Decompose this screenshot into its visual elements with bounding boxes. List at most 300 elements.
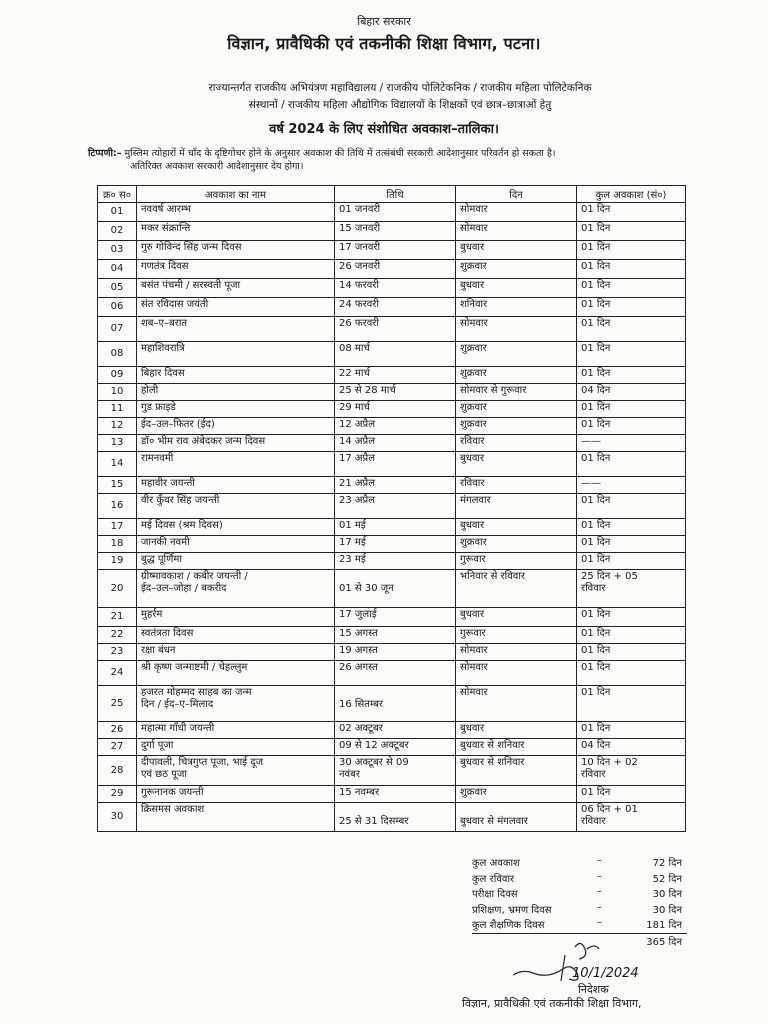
cell-name (137, 384, 335, 401)
cell-total (577, 203, 686, 222)
cell-date-text: 15 अगस्त (339, 628, 378, 639)
cell-total-text: 01 दिन (581, 609, 611, 620)
col-header-name: अवकाश का नाम (137, 186, 335, 203)
cell-date (335, 342, 456, 367)
cell-day (456, 222, 577, 241)
summary-row (472, 917, 687, 934)
col-header-sn: क्र० स० (98, 186, 137, 203)
cell-date (335, 384, 456, 401)
cell-total-text: 01 दिन (581, 261, 611, 272)
cell-sn-text: 22 (110, 629, 124, 640)
cell-date-text: 15 जनवरी (339, 223, 381, 234)
designation: निदेशक (578, 983, 609, 996)
summary-dash: – (597, 917, 602, 928)
note-line-1: मुस्लिम त्योहारों में चाँद के दृष्टिगोचर होने के अनुसार अवकाश की तिथि में तत्संबंधी सरकारी आदेशानुसार परिवर्तन हो सकता है। (124, 148, 556, 159)
grand-total-value: 365 दिन (646, 936, 682, 948)
cell-name (137, 203, 335, 222)
cell-total (577, 803, 686, 832)
table-row (98, 686, 686, 722)
cell-date-text: 01 से 30 जून (339, 583, 394, 594)
cell-sn (98, 401, 137, 418)
cell-sn-text: 05 (110, 282, 124, 293)
cell-total (577, 686, 686, 722)
cell-name (137, 786, 335, 803)
cell-date-text: 14 फरवरी (339, 280, 379, 291)
cell-total-text: 01 दिन (581, 204, 611, 215)
table-row (98, 452, 686, 477)
cell-date (335, 298, 456, 317)
cell-sn (98, 477, 137, 494)
cell-date (335, 570, 456, 608)
cell-name-text: संत रविदास जयंती (141, 299, 209, 310)
cell-total (577, 367, 686, 384)
cell-total (577, 608, 686, 627)
cell-total (577, 519, 686, 536)
cell-day-text: सोमवार (460, 662, 488, 673)
cell-sn-text: 28 (110, 764, 124, 776)
cell-total-text: 06 दिन + 01 रविवार (581, 804, 638, 827)
cell-date-text: 02 अक्टूबर (339, 723, 383, 734)
cell-day-text: बुधवार (460, 723, 485, 734)
cell-date-text: 15 नवम्बर (339, 787, 380, 798)
cell-sn-text: 21 (110, 611, 124, 622)
cell-total-text: 01 दिन (581, 787, 611, 798)
cell-name (137, 222, 335, 241)
cell-day (456, 519, 577, 536)
summary-label: कुल शैक्षणिक दिवस (472, 920, 545, 931)
cell-day-text: शुक्रवार (460, 537, 487, 548)
cell-day (456, 722, 577, 739)
table-row (98, 644, 686, 661)
cell-name-text: गुड फ्राइडे (141, 402, 176, 413)
cell-name-text: शब–ए–बरात (141, 318, 188, 329)
cell-name-text: मई दिवस (श्रम दिवस) (141, 520, 223, 531)
cell-day-text: सोमवार (460, 223, 488, 234)
cell-date-text: 26 फरवरी (339, 318, 379, 329)
cell-date (335, 722, 456, 739)
table-row (98, 803, 686, 832)
summary-row (472, 871, 687, 887)
table-row (98, 401, 686, 418)
cell-sn-text: 03 (110, 244, 124, 255)
cell-sn (98, 203, 137, 222)
cell-name (137, 494, 335, 519)
cell-sn (98, 418, 137, 435)
subtitle-line-1: राज्यान्तर्गत राजकीय अभियंत्रण महाविद्यालय / राजकीय पोलिटेकनिक / राजकीय महिला पोलिटेकनिक (208, 82, 592, 94)
cell-day (456, 739, 577, 756)
table-row (98, 494, 686, 519)
cell-name-text: डॉ० भीम राव अंबेदकर जन्म दिवस (141, 436, 266, 447)
cell-sn (98, 644, 137, 661)
cell-date (335, 553, 456, 570)
cell-name (137, 241, 335, 260)
cell-date (335, 279, 456, 298)
cell-total-text: —— (581, 478, 601, 489)
cell-total-text: 01 दिन (581, 453, 611, 464)
cell-sn-text: 17 (110, 521, 124, 532)
cell-name (137, 553, 335, 570)
cell-name-text: गुरु गोविन्द सिंह जन्म दिवस (141, 242, 242, 253)
cell-date-text: 01 मई (339, 520, 366, 531)
cell-day (456, 418, 577, 435)
department-heading: विज्ञान, प्रावैधिकी एवं तकनीकी शिक्षा विभाग, पटना। (227, 34, 541, 53)
cell-date-text: 17 अप्रैल (339, 453, 376, 464)
cell-sn (98, 342, 137, 367)
table-row (98, 435, 686, 452)
cell-date (335, 435, 456, 452)
cell-day (456, 627, 577, 644)
cell-total-text: —— (581, 436, 601, 447)
cell-sn (98, 494, 137, 519)
table-row (98, 317, 686, 342)
cell-sn-text: 08 (110, 348, 124, 359)
cell-day (456, 536, 577, 553)
cell-day-text: शुक्रवार (460, 419, 487, 430)
cell-name (137, 435, 335, 452)
cell-name (137, 298, 335, 317)
cell-sn-text: 11 (110, 403, 124, 414)
cell-date (335, 756, 456, 786)
cell-date (335, 644, 456, 661)
govt-heading: बिहार सरकार (357, 15, 411, 28)
table-row (98, 722, 686, 739)
cell-total-text: 01 दिन (581, 723, 611, 734)
cell-name-text: ईद–उल–फितर (ईद) (141, 419, 215, 430)
cell-date-text: 17 मई (339, 537, 366, 548)
cell-total (577, 644, 686, 661)
cell-total-text: 01 दिन (581, 687, 611, 698)
table-row (98, 342, 686, 367)
summary-dash: – (597, 901, 602, 913)
cell-name (137, 418, 335, 435)
cell-name (137, 536, 335, 553)
cell-day-text: रविवार (460, 436, 485, 447)
cell-name-text: दुर्गा पूजा (141, 740, 174, 751)
cell-sn (98, 686, 137, 722)
cell-date (335, 608, 456, 627)
cell-sn-text: 13 (110, 437, 124, 448)
cell-sn-text: 25 (110, 697, 124, 709)
cell-name (137, 627, 335, 644)
cell-day-text: सोमवार (460, 687, 488, 698)
cell-day (456, 756, 577, 786)
cell-day (456, 260, 577, 279)
cell-day (456, 452, 577, 477)
cell-total (577, 477, 686, 494)
cell-name (137, 570, 335, 608)
cell-name-text: दीपावली, चित्रगुप्त पूजा, भाई दूज एवं छठ पूजा (141, 757, 263, 780)
cell-sn (98, 317, 137, 342)
cell-date-text: 23 अप्रैल (339, 495, 376, 506)
summary-value: 52 दिन (652, 873, 682, 885)
cell-day (456, 786, 577, 803)
cell-day-text: शुक्रवार (460, 402, 487, 413)
cell-date (335, 739, 456, 756)
cell-total (577, 260, 686, 279)
cell-sn (98, 435, 137, 452)
cell-day (456, 435, 577, 452)
cell-total-text: 01 दिन (581, 554, 611, 565)
col-header-day: दिन (456, 186, 577, 203)
cell-total (577, 661, 686, 686)
col-header-total: कुल अवकाश (सं०) (577, 186, 686, 203)
cell-day-text: शुक्रवार (460, 261, 487, 272)
cell-total-text: 01 दिन (581, 280, 611, 291)
cell-sn-text: 16 (110, 500, 124, 511)
table-row (98, 739, 686, 756)
cell-date-text: 17 जुलाई (339, 609, 377, 620)
cell-date (335, 627, 456, 644)
cell-sn (98, 241, 137, 260)
cell-name (137, 401, 335, 418)
cell-name (137, 739, 335, 756)
cell-sn (98, 739, 137, 756)
cell-total (577, 627, 686, 644)
cell-total-text: 01 दिन (581, 495, 611, 506)
cell-total (577, 317, 686, 342)
cell-total-text: 01 दिन (581, 419, 611, 430)
cell-total (577, 570, 686, 608)
cell-date-text: 12 अप्रैल (339, 419, 376, 430)
cell-day-text: बुधवार से शनिवार (460, 757, 525, 768)
cell-sn-text: 29 (110, 788, 124, 799)
cell-name (137, 756, 335, 786)
cell-sn (98, 384, 137, 401)
cell-sn (98, 722, 137, 739)
cell-day (456, 279, 577, 298)
cell-sn (98, 519, 137, 536)
cell-total (577, 298, 686, 317)
cell-name (137, 608, 335, 627)
cell-day-text: सोमवार (460, 645, 488, 656)
cell-date-text: 26 अगस्त (339, 662, 378, 673)
cell-date (335, 222, 456, 241)
subtitle-line-2: संस्थानों / राजकीय महिला औद्योगिक विद्यालयों के शिक्षकों एवं छात्र–छात्राओं हेतु (248, 99, 552, 111)
table-row (98, 570, 686, 608)
cell-date (335, 686, 456, 722)
cell-sn-text: 10 (110, 386, 124, 397)
cell-day (456, 298, 577, 317)
cell-name (137, 644, 335, 661)
table-row (98, 222, 686, 241)
cell-name-text: मकर संक्रान्ति (141, 223, 191, 234)
cell-date-text: 26 जनवरी (339, 261, 381, 272)
cell-day-text: सोमवार (460, 204, 488, 215)
summary-dash: – (597, 855, 602, 866)
cell-date-text: 30 अक्टूबर से 09 नवंबर (339, 757, 409, 780)
cell-name-text: हजरत मोहम्मद साहब का जन्म दिन / ईद–ए–मिलाद (141, 687, 252, 710)
cell-sn (98, 756, 137, 786)
table-row (98, 536, 686, 553)
cell-sn (98, 608, 137, 627)
table-row (98, 260, 686, 279)
cell-total (577, 452, 686, 477)
cell-total-text: 01 दिन (581, 242, 611, 253)
cell-sn (98, 803, 137, 832)
summary-label: कुल अवकाश (472, 858, 520, 869)
cell-sn-text: 23 (110, 646, 124, 657)
cell-day (456, 401, 577, 418)
cell-day-text: मंगलवार (460, 495, 491, 506)
cell-total-text: 10 दिन + 02 रविवार (581, 757, 638, 780)
cell-date-text: 14 अप्रैल (339, 436, 376, 447)
table-row (98, 756, 686, 786)
cell-sn-text: 02 (110, 225, 124, 236)
cell-name (137, 661, 335, 686)
cell-sn-text: 27 (110, 741, 124, 752)
cell-total (577, 222, 686, 241)
cell-total-text: 01 दिन (581, 628, 611, 639)
cell-date (335, 536, 456, 553)
cell-date (335, 452, 456, 477)
cell-day-text: शुक्रवार (460, 368, 487, 379)
cell-day-text: शुक्रवार (460, 787, 487, 798)
cell-name-text: जानकी नवमी (141, 537, 190, 548)
cell-day-text: बुधवार (460, 242, 485, 253)
cell-day (456, 494, 577, 519)
cell-total-text: 01 दिन (581, 223, 611, 234)
cell-total (577, 435, 686, 452)
cell-sn-text: 06 (110, 301, 124, 312)
cell-total-text: 01 दिन (581, 343, 611, 354)
cell-name-text: गणतंत्र दिवस (141, 261, 189, 272)
cell-date (335, 203, 456, 222)
cell-day-text: बुधवार (460, 453, 485, 464)
cell-day-text: बुधवार (460, 520, 485, 531)
cell-name-text: रामनवमी (141, 453, 174, 464)
cell-name (137, 477, 335, 494)
cell-total (577, 722, 686, 739)
cell-day (456, 570, 577, 608)
cell-sn (98, 279, 137, 298)
cell-day (456, 477, 577, 494)
table-row (98, 608, 686, 627)
table-row (98, 519, 686, 536)
table-row (98, 384, 686, 401)
cell-total (577, 494, 686, 519)
cell-date (335, 494, 456, 519)
cell-name (137, 803, 335, 832)
cell-day-text: बुधवार (460, 280, 485, 291)
cell-sn-text: 12 (110, 420, 124, 431)
cell-sn (98, 570, 137, 608)
cell-sn (98, 661, 137, 686)
table-row (98, 477, 686, 494)
summary-value: 72 दिन (652, 858, 682, 869)
cell-name-text: क्रिसमस अवकाश (141, 804, 205, 815)
cell-date (335, 786, 456, 803)
cell-total-text: 04 दिन (581, 740, 611, 751)
cell-total (577, 553, 686, 570)
cell-day-text: गुरूवार (460, 628, 486, 639)
cell-sn-text: 14 (110, 458, 124, 469)
cell-name (137, 722, 335, 739)
cell-day-text: गुरूवार (460, 554, 486, 565)
cell-name-text: ग्रीष्मावकाश / कबीर जयन्ती / ईद–उल–जोहा / बकरीद (141, 571, 248, 594)
cell-sn-text: 24 (110, 667, 124, 678)
cell-day-text: बुधवार से मंगलवार (460, 816, 528, 827)
cell-day (456, 661, 577, 686)
cell-day (456, 644, 577, 661)
cell-total-text: 01 दिन (581, 368, 611, 379)
cell-sn-text: 07 (110, 323, 124, 334)
cell-day-text: सोमवार (460, 318, 488, 329)
cell-date (335, 803, 456, 832)
table-row (98, 298, 686, 317)
cell-sn (98, 367, 137, 384)
summary-dash: – (597, 886, 602, 897)
table-row (98, 367, 686, 384)
cell-name (137, 367, 335, 384)
summary-dash: – (597, 870, 602, 882)
cell-day-text: रविवार (460, 478, 485, 489)
cell-total-text: 25 दिन + 05 रविवार (581, 571, 638, 594)
cell-total-text: 04 दिन (581, 385, 611, 396)
summary-row (472, 855, 687, 871)
cell-total (577, 241, 686, 260)
cell-name-text: श्री कृष्ण जन्माष्टमी / चेहल्लुम (141, 662, 248, 673)
cell-date-text: 24 फरवरी (339, 299, 379, 310)
cell-total (577, 786, 686, 803)
signature-department: विज्ञान, प्रावैधिकी एवं तकनीकी शिक्षा विभाग, (462, 997, 642, 1010)
cell-sn-text: 20 (110, 582, 124, 594)
cell-sn (98, 786, 137, 803)
table-row (98, 241, 686, 260)
cell-day (456, 367, 577, 384)
table-row (98, 418, 686, 435)
cell-name (137, 519, 335, 536)
cell-total-text: 01 दिन (581, 402, 611, 413)
summary-value: 181 दिन (646, 920, 682, 931)
cell-name-text: महाशिवरात्रि (141, 343, 185, 354)
cell-sn (98, 260, 137, 279)
cell-day-text: सोमवार से गुरूवार (460, 385, 527, 396)
cell-day (456, 686, 577, 722)
note-line-2: अतिरिक्त अवकाश सरकारी आदेशानुसार देय होगा। (130, 161, 304, 172)
cell-name (137, 317, 335, 342)
cell-sn-text: 19 (110, 555, 124, 566)
cell-sn (98, 452, 137, 477)
cell-day-text: शनिवार (460, 299, 488, 310)
summary-label: प्रशिक्षण, भ्रमण दिवस (472, 904, 552, 916)
cell-total-text: 01 दिन (581, 318, 611, 329)
cell-date-text: 25 से 28 मार्च (339, 385, 396, 396)
table-row (98, 661, 686, 686)
cell-day (456, 317, 577, 342)
cell-day (456, 203, 577, 222)
cell-date (335, 661, 456, 686)
cell-total (577, 401, 686, 418)
cell-sn-text: 26 (110, 724, 124, 735)
cell-total (577, 536, 686, 553)
cell-name (137, 260, 335, 279)
table-row (98, 203, 686, 222)
cell-total-text: 01 दिन (581, 662, 611, 673)
cell-date (335, 367, 456, 384)
cell-date-text: 19 अगस्त (339, 645, 378, 656)
cell-name-text: बसंत पंचमी / सरस्वती पूजा (141, 280, 241, 291)
cell-date-text: 16 सितम्बर (339, 699, 384, 710)
table-body (98, 203, 686, 832)
cell-name-text: मुहर्रम (141, 609, 163, 620)
signature-date: 10/1/2024 (572, 966, 639, 981)
cell-name-text: महावीर जयन्ती (141, 478, 195, 489)
cell-sn-text: 09 (110, 369, 124, 380)
cell-name (137, 279, 335, 298)
cell-name (137, 452, 335, 477)
cell-total (577, 342, 686, 367)
cell-total (577, 418, 686, 435)
